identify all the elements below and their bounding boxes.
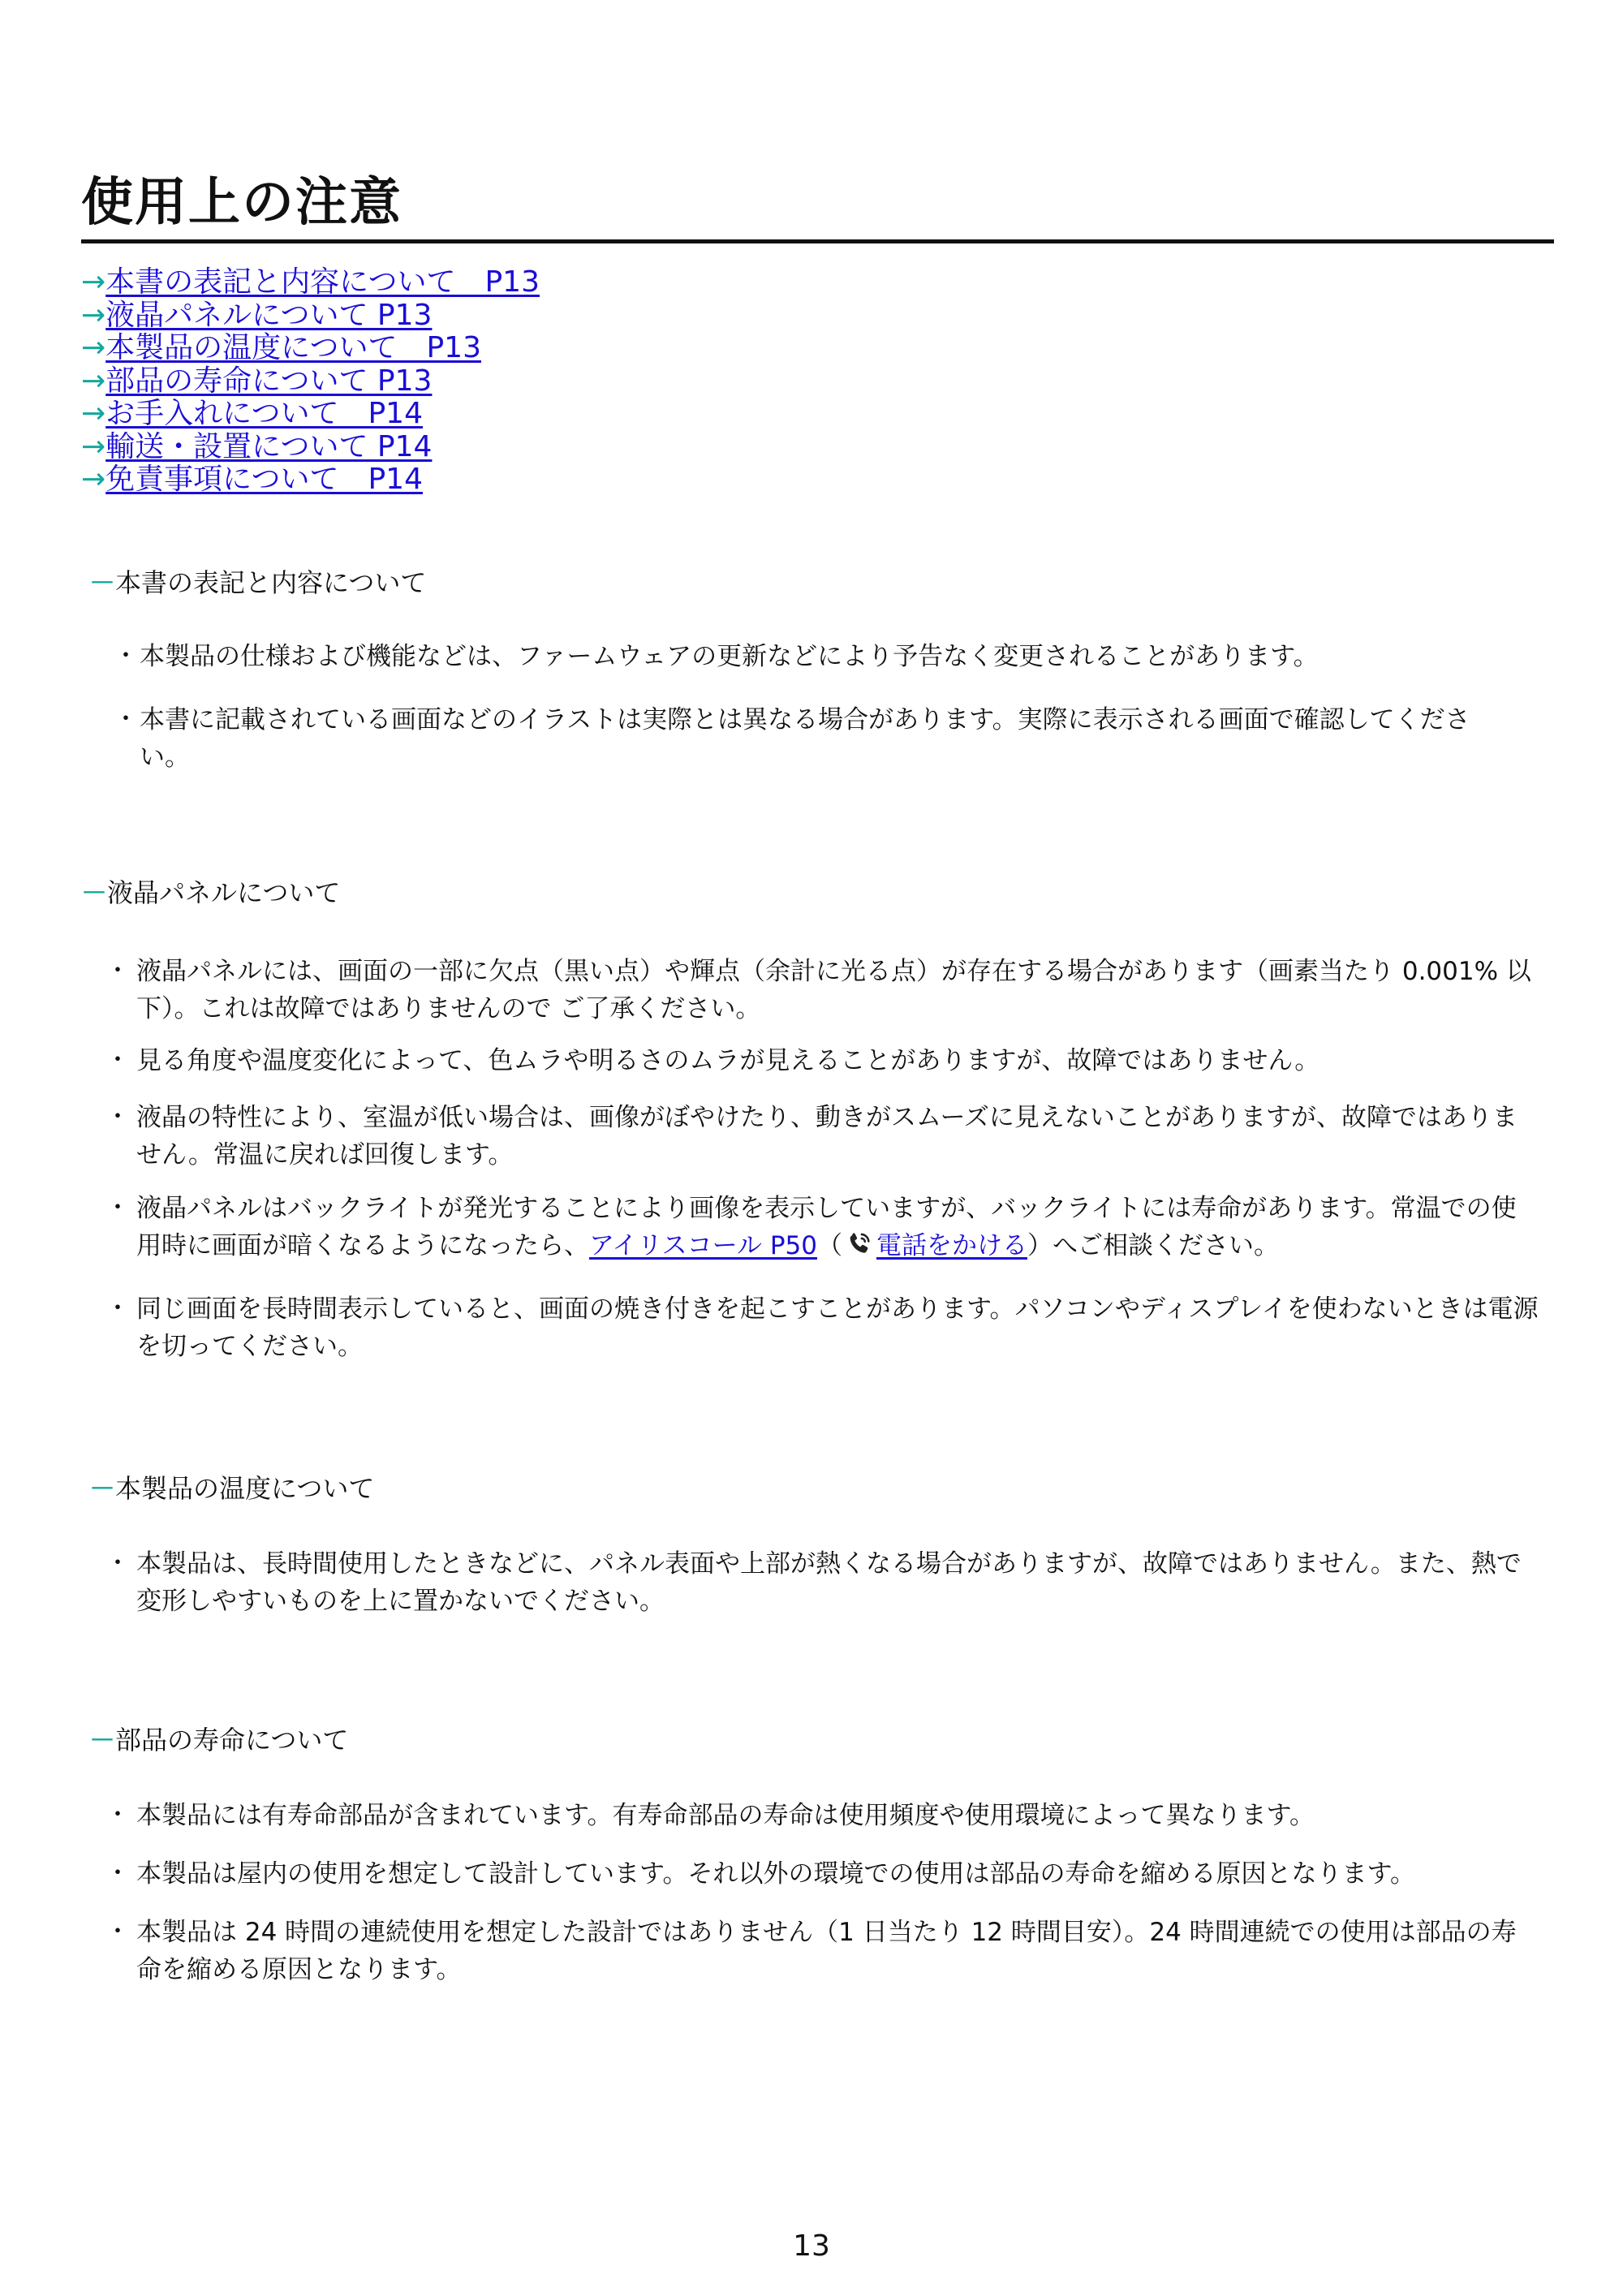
section-lcd [81, 875, 1542, 1361]
bullet: ・ [105, 1103, 130, 1131]
arrow-right-icon: → [81, 265, 106, 299]
list-item-text: 同じ画面を長時間表示していると、画面の焼き付きを起こすことがあります。パソコンやディスプレイを使わないときは電源を切ってください。 [136, 1294, 1539, 1361]
call-phone-link[interactable]: 電話をかける [876, 1231, 1027, 1260]
phone-icon [846, 1230, 873, 1259]
heading-text: 部品の寿命について [115, 1725, 349, 1755]
toc-link[interactable]: 液晶パネルについて P13 [105, 298, 433, 332]
backlight-after-text: ）へご相談ください。 [1027, 1231, 1279, 1260]
arrow-right-icon: → [81, 397, 106, 430]
list-item-text: 見る角度や温度変化によって、色ムラや明るさのムラが見えることがありますが、故障ではありません。 [136, 1046, 1320, 1075]
arrow-right-icon: → [81, 429, 106, 463]
section-heading [89, 1471, 1550, 1506]
bullet: ・ [105, 1194, 130, 1222]
list-item-text: 液晶パネルには、画面の一部に欠点（黒い点）や輝点（余計に光る点）が存在する場合があります（画素当たり 0.001% 以下）。これは故障ではありませんので ご了承ください。 [136, 957, 1531, 1023]
page-title: 使用上の注意 [81, 166, 1554, 243]
toc-link[interactable]: 免責事項について P14 [105, 463, 423, 496]
bullet: ・ [105, 1801, 130, 1829]
toc-link[interactable]: 輸送・設置について P14 [105, 429, 433, 463]
toc-item-transport[interactable] [81, 431, 540, 464]
heading-dash: － [89, 1473, 116, 1504]
bullet: ・ [105, 1918, 130, 1946]
toc-item-temperature[interactable] [81, 332, 540, 365]
toc-item-lifespan[interactable] [81, 365, 540, 398]
section-heading [81, 875, 1542, 911]
toc-link[interactable]: お手入れについて P14 [105, 397, 423, 430]
list-item-text: 本書に記載されている画面などのイラストは実際とは異なる場合があります。実際に表示される画面で確認してください。 [140, 705, 1470, 772]
arrow-right-icon: → [81, 331, 106, 364]
arrow-right-icon: → [81, 364, 106, 398]
section-notation [89, 565, 1550, 772]
arrow-right-icon: → [81, 463, 106, 496]
toc-item-cleaning[interactable] [81, 398, 540, 431]
page-number: 13 [793, 2229, 830, 2263]
heading-dash: － [89, 567, 116, 598]
list-item-text: 本製品は屋内の使用を想定して設計しています。それ以外の環境での使用は部品の寿命を縮める原因となります。 [136, 1859, 1416, 1889]
list-item-text: 液晶の特性により、室温が低い場合は、画像がぼやけたり、動きがスムーズに見えないことがありますが、故障ではありません。常温に戻れば回復します。 [136, 1103, 1518, 1170]
bullet: ・ [114, 705, 138, 734]
heading-text: 本製品の温度について [115, 1473, 375, 1504]
open-paren: （ [816, 1231, 842, 1260]
section-temperature [89, 1471, 1550, 1616]
list-item-text: 本製品は 24 時間の連続使用を想定した設計ではありません（1 日当たり 12 時間目安）。24 時間連続での使用は部品の寿命を縮める原因となります。 [136, 1918, 1517, 1984]
section-heading [89, 1722, 1550, 1758]
table-of-contents [81, 266, 540, 497]
bullet: ・ [114, 642, 138, 670]
backlight-text: 液晶パネルはバックライトが発光することにより画像を表示していますが、バックライトには寿命があります。常温での使用時に画面が暗くなるようになったら、 [136, 1194, 1517, 1260]
heading-text: 本書の表記と内容について [115, 567, 427, 598]
bullet: ・ [105, 1294, 130, 1323]
bullet: ・ [105, 1859, 130, 1888]
list-item-text: 本製品には有寿命部品が含まれています。有寿命部品の寿命は使用頻度や使用環境によって異なります。 [136, 1801, 1315, 1830]
bullet: ・ [105, 1046, 130, 1075]
iris-call-link[interactable]: アイリスコール P50 [589, 1231, 817, 1260]
heading-dash: － [81, 877, 108, 908]
list-item-text: 本製品の仕様および機能などは、ファームウェアの更新などにより予告なく変更されることがあります。 [140, 642, 1319, 671]
heading-dash: － [89, 1725, 116, 1755]
section-heading [89, 565, 1550, 601]
bullet: ・ [105, 1549, 130, 1578]
list-item-text [136, 1190, 1540, 1264]
toc-link[interactable]: 本書の表記と内容について P13 [105, 265, 540, 299]
arrow-right-icon: → [81, 298, 106, 332]
toc-item-lcd[interactable] [81, 299, 540, 333]
toc-item-notation[interactable] [81, 266, 540, 299]
toc-link[interactable]: 本製品の温度について P13 [105, 331, 481, 364]
toc-link[interactable]: 部品の寿命について P13 [105, 364, 433, 398]
heading-text: 液晶パネルについて [107, 877, 341, 908]
bullet: ・ [105, 957, 130, 985]
list-item-text: 本製品は、長時間使用したときなどに、パネル表面や上部が熱くなる場合がありますが、故障ではありません。また、熱で変形しやすいものを上に置かないでください。 [136, 1549, 1522, 1616]
toc-item-disclaimer[interactable] [81, 463, 540, 497]
section-lifespan [89, 1722, 1550, 1984]
